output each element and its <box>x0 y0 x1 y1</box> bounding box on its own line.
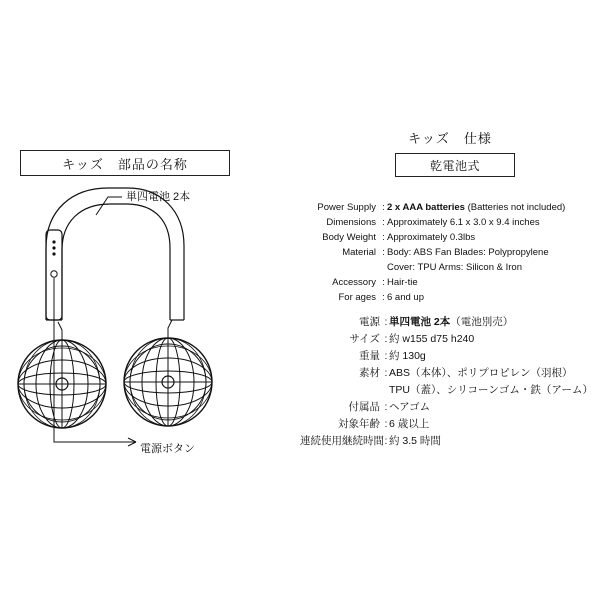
spec-row <box>300 433 600 450</box>
spec-row <box>300 314 600 331</box>
spec-term: 電源 <box>359 316 380 328</box>
spec-value: ABS（本体）、ポリプロピレン（羽根） <box>389 367 573 379</box>
spec-value: 2 x AAA batteries (Batteries not included) <box>387 202 566 213</box>
spec-row <box>300 215 600 230</box>
spec-list-english <box>300 200 600 305</box>
spec-row <box>300 200 600 215</box>
spec-colon: : <box>382 247 385 258</box>
spec-row <box>300 275 600 290</box>
spec-colon: : <box>384 316 388 328</box>
spec-term: 付属品 <box>348 401 380 413</box>
spec-value: ヘアゴム <box>389 401 431 413</box>
spec-value: 単四電池 2本（電池別売） <box>389 316 514 328</box>
spec-term: サイズ <box>349 333 380 345</box>
spec-colon: : <box>384 418 388 430</box>
battery-leader-line <box>96 197 122 215</box>
spec-colon: : <box>382 217 385 228</box>
spec-colon: : <box>382 277 385 288</box>
spec-term: 連続使用継続時間 <box>300 435 384 447</box>
spec-row <box>300 416 600 433</box>
spec-value: 6 歳以上 <box>389 418 430 430</box>
spec-term: 素材 <box>359 367 380 379</box>
battery-callout-label: 単四電池 2本 <box>126 191 191 203</box>
spec-row <box>300 348 600 365</box>
spec-value: 約 130g <box>389 350 426 362</box>
spec-term: Material <box>342 247 376 258</box>
spec-term: 重量 <box>359 350 380 362</box>
neck-band <box>46 188 184 320</box>
spec-term: Accessory <box>332 277 376 288</box>
spec-row <box>300 230 600 245</box>
spec-colon: : <box>384 350 388 362</box>
spec-list <box>300 200 600 450</box>
spec-row <box>300 290 600 305</box>
spec-row <box>300 382 600 399</box>
spec-value: Body: ABS Fan Blades: Polypropylene <box>387 247 549 258</box>
spec-row <box>300 365 600 382</box>
spec-value: Approximately 0.3lbs <box>387 232 476 243</box>
spec-colon: : <box>382 202 385 213</box>
spec-value: TPU（蓋）、シリコーンゴム・鉄（アーム） <box>389 384 594 396</box>
spec-value: 6 and up <box>387 292 424 303</box>
spec-value: Approximately 6.1 x 3.0 x 9.4 inches <box>387 217 540 228</box>
spec-value: 約 3.5 時間 <box>389 435 441 447</box>
spec-colon: : <box>382 292 385 303</box>
fan-ball-left <box>18 322 106 428</box>
spec-value: Cover: TPU Arms: Silicon & Iron <box>387 262 522 273</box>
spec-term: For ages <box>338 292 376 303</box>
spec-term: Dimensions <box>326 217 376 228</box>
power-button-callout-label: 電源ボタン <box>140 443 195 455</box>
spec-row <box>300 331 600 348</box>
neck-fan-diagram <box>0 170 300 490</box>
spec-row <box>300 260 600 275</box>
spec-list-divider <box>300 305 600 314</box>
spec-colon: : <box>384 367 388 379</box>
spec-value: Hair-tie <box>387 277 418 288</box>
spec-term: Body Weight <box>322 232 376 243</box>
spec-list-japanese <box>300 314 600 450</box>
left-title-text: キッズ 部品の名称 <box>62 156 188 172</box>
fan-ball-right <box>124 320 212 426</box>
power-button-icon <box>51 271 57 277</box>
spec-term: 対象年齢 <box>338 418 380 430</box>
right-title: キッズ 仕様 <box>408 131 492 146</box>
spec-row <box>300 399 600 416</box>
spec-row <box>300 245 600 260</box>
spec-colon: : <box>384 401 388 413</box>
spec-value: 約 w155 d75 h240 <box>389 333 475 345</box>
spec-colon: : <box>384 435 388 447</box>
right-subtitle-box <box>395 153 515 177</box>
spec-colon: : <box>382 232 385 243</box>
spec-colon: : <box>384 333 388 345</box>
right-panel <box>300 0 600 600</box>
right-subtitle-text: 乾電池式 <box>429 158 480 173</box>
spec-term: Power Supply <box>317 202 376 213</box>
